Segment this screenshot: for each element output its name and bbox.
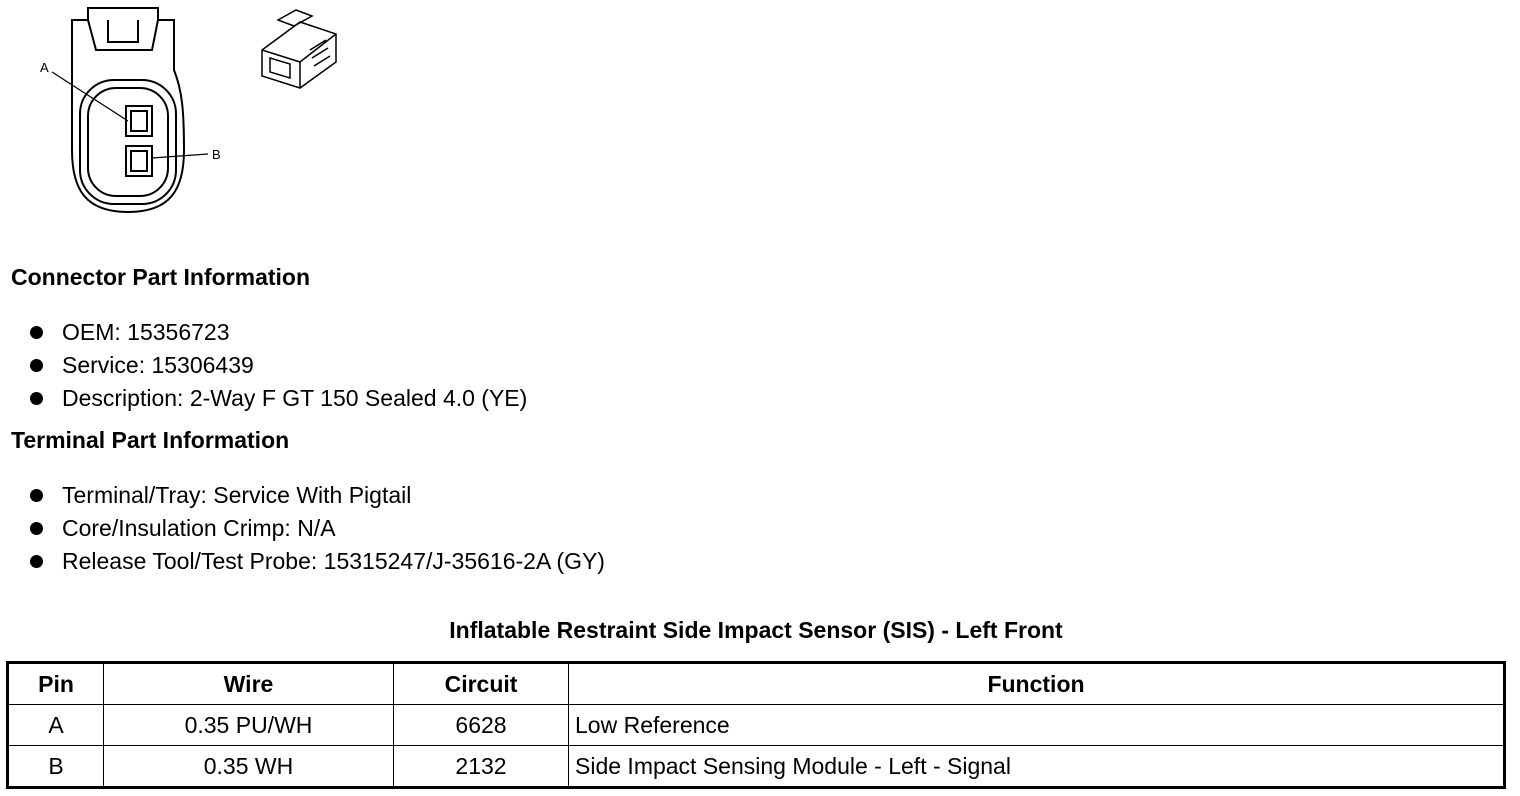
pin-table	[6, 661, 1506, 789]
connector-face-drawing	[0, 0, 360, 230]
pin-cell: B	[8, 746, 104, 788]
column-header-circuit: Circuit	[394, 663, 569, 705]
wire-cell: 0.35 PU/WH	[104, 705, 394, 746]
table-row	[8, 705, 1505, 746]
circuit-cell: 2132	[394, 746, 569, 788]
list-item: Service: 15306439	[30, 349, 527, 382]
table-header-row	[8, 663, 1505, 705]
function-cell: Low Reference	[569, 705, 1505, 746]
list-item: Core/Insulation Crimp: N/A	[30, 512, 605, 545]
list-item: Description: 2-Way F GT 150 Sealed 4.0 (YE)	[30, 382, 527, 415]
pin-cell: A	[8, 705, 104, 746]
function-cell: Side Impact Sensing Module - Left - Signal	[569, 746, 1505, 788]
column-header-wire: Wire	[104, 663, 394, 705]
list-item: Terminal/Tray: Service With Pigtail	[30, 479, 605, 512]
bullet-icon	[30, 555, 43, 568]
callout-b: B	[212, 147, 221, 162]
table-row	[8, 746, 1505, 788]
bullet-icon	[30, 522, 43, 535]
connector-info-list	[30, 316, 527, 415]
list-item: Release Tool/Test Probe: 15315247/J-35616-2A (GY)	[30, 545, 605, 578]
bullet-icon	[30, 359, 43, 372]
column-header-function: Function	[569, 663, 1505, 705]
terminal-info-list	[30, 479, 605, 578]
callout-a: A	[40, 60, 49, 75]
column-header-pin: Pin	[8, 663, 104, 705]
bullet-icon	[30, 392, 43, 405]
circuit-cell: 6628	[394, 705, 569, 746]
bullet-icon	[30, 326, 43, 339]
connector-thumbnail-icon	[262, 10, 336, 88]
bullet-icon	[30, 489, 43, 502]
wire-cell: 0.35 WH	[104, 746, 394, 788]
connector-info-heading: Connector Part Information	[11, 264, 311, 290]
list-item: OEM: 15356723	[30, 316, 527, 349]
terminal-info-heading: Terminal Part Information	[11, 427, 290, 453]
pin-table-title: Inflatable Restraint Side Impact Sensor (SIS) - Left Front	[449, 617, 1063, 643]
